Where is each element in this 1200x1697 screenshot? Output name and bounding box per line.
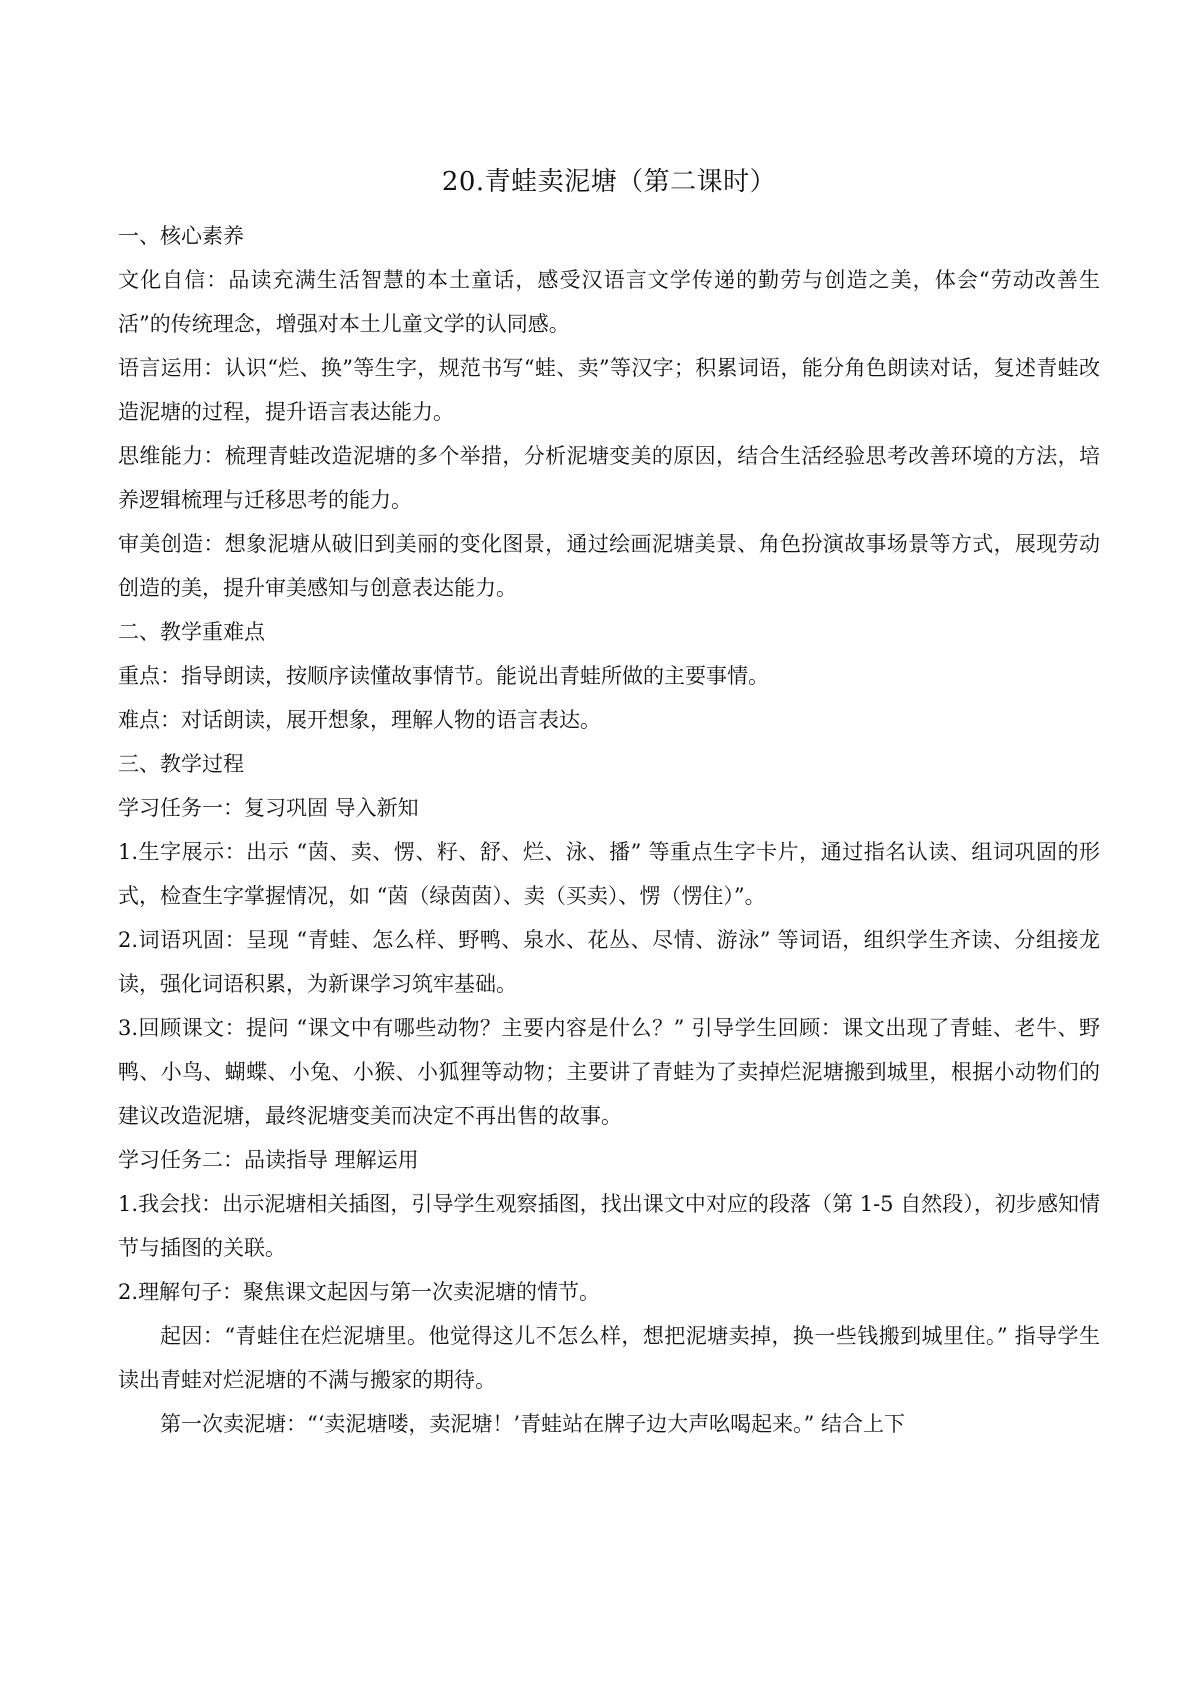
task2-item-understand-sentences: 2.理解句子：聚焦课文起因与第一次卖泥塘的情节。 bbox=[118, 1280, 601, 1304]
task1-item-new-characters: 1.生字展示：出示 “茵、卖、愣、籽、舒、烂、泳、播” 等重点生字卡片，通过指名认读、组词巩固的形式，检查生字掌握情况，如 “茵（绿茵茵）、卖（买卖）、愣（愣住）”。 bbox=[118, 840, 1100, 908]
task1-item-vocabulary: 2.词语巩固：呈现 “青蛙、怎么样、野鸭、泉水、花丛、尽情、游泳” 等词语，组织学生齐读、分组接龙读，强化词语积累，为新课学习筑牢基础。 bbox=[118, 928, 1100, 996]
paragraph-aesthetic-creation: 审美创造：想象泥塘从破旧到美丽的变化图景，通过绘画泥塘美景、角色扮演故事场景等方式，展现劳动创造的美，提升审美感知与创意表达能力。 bbox=[118, 532, 1100, 600]
paragraph-difficulty: 难点：对话朗读，展开想象，理解人物的语言表达。 bbox=[118, 708, 601, 732]
task2-cause-paragraph: 起因：“青蛙住在烂泥塘里。他觉得这儿不怎么样，想把泥塘卖掉，换一些钱搬到城里住。” 指导学生读出青蛙对烂泥塘的不满与搬家的期待。 bbox=[118, 1324, 1100, 1392]
task1-item-review-text: 3.回顾课文：提问 “课文中有哪些动物？主要内容是什么？” 引导学生回顾：课文出现了青蛙、老牛、野鸭、小鸟、蝴蝶、小兔、小猴、小狐狸等动物；主要讲了青蛙为了卖掉烂泥塘搬到城里，根据小动物们的建议改造泥塘，最终泥塘变美而决定不再出售的故事。 bbox=[118, 1016, 1100, 1128]
task2-first-sale-paragraph: 第一次卖泥塘：“‘卖泥塘喽，卖泥塘！’青蛙站在牌子边大声吆喝起来。” 结合上下 bbox=[160, 1412, 905, 1436]
task-heading-2: 学习任务二：品读指导 理解运用 bbox=[118, 1148, 419, 1172]
section-heading-core-literacy: 一、核心素养 bbox=[118, 224, 244, 248]
task2-item-find: 1.我会找：出示泥塘相关插图，引导学生观察插图，找出课文中对应的段落（第 1-5 自然段），初步感知情节与插图的关联。 bbox=[118, 1192, 1100, 1260]
paragraph-thinking-ability: 思维能力：梳理青蛙改造泥塘的多个举措，分析泥塘变美的原因，结合生活经验思考改善环境的方法，培养逻辑梳理与迁移思考的能力。 bbox=[118, 444, 1100, 512]
paragraph-key-point: 重点：指导朗读，按顺序读懂故事情节。能说出青蛙所做的主要事情。 bbox=[118, 664, 769, 688]
section-heading-teaching-process: 三、教学过程 bbox=[118, 752, 244, 776]
page-title: 20.青蛙卖泥塘（第二课时） bbox=[441, 167, 777, 197]
document-page bbox=[118, 0, 1100, 1446]
paragraph-language-use: 语言运用：认识“烂、换”等生字，规范书写“蛙、卖”等汉字；积累词语，能分角色朗读对话，复述青蛙改造泥塘的过程，提升语言表达能力。 bbox=[118, 356, 1100, 424]
task-heading-1: 学习任务一：复习巩固 导入新知 bbox=[118, 796, 419, 820]
section-heading-key-difficulties: 二、教学重难点 bbox=[118, 620, 265, 644]
paragraph-cultural-confidence: 文化自信：品读充满生活智慧的本土童话，感受汉语言文学传递的勤劳与创造之美，体会“劳动改善生活”的传统理念，增强对本土儿童文学的认同感。 bbox=[118, 268, 1100, 336]
